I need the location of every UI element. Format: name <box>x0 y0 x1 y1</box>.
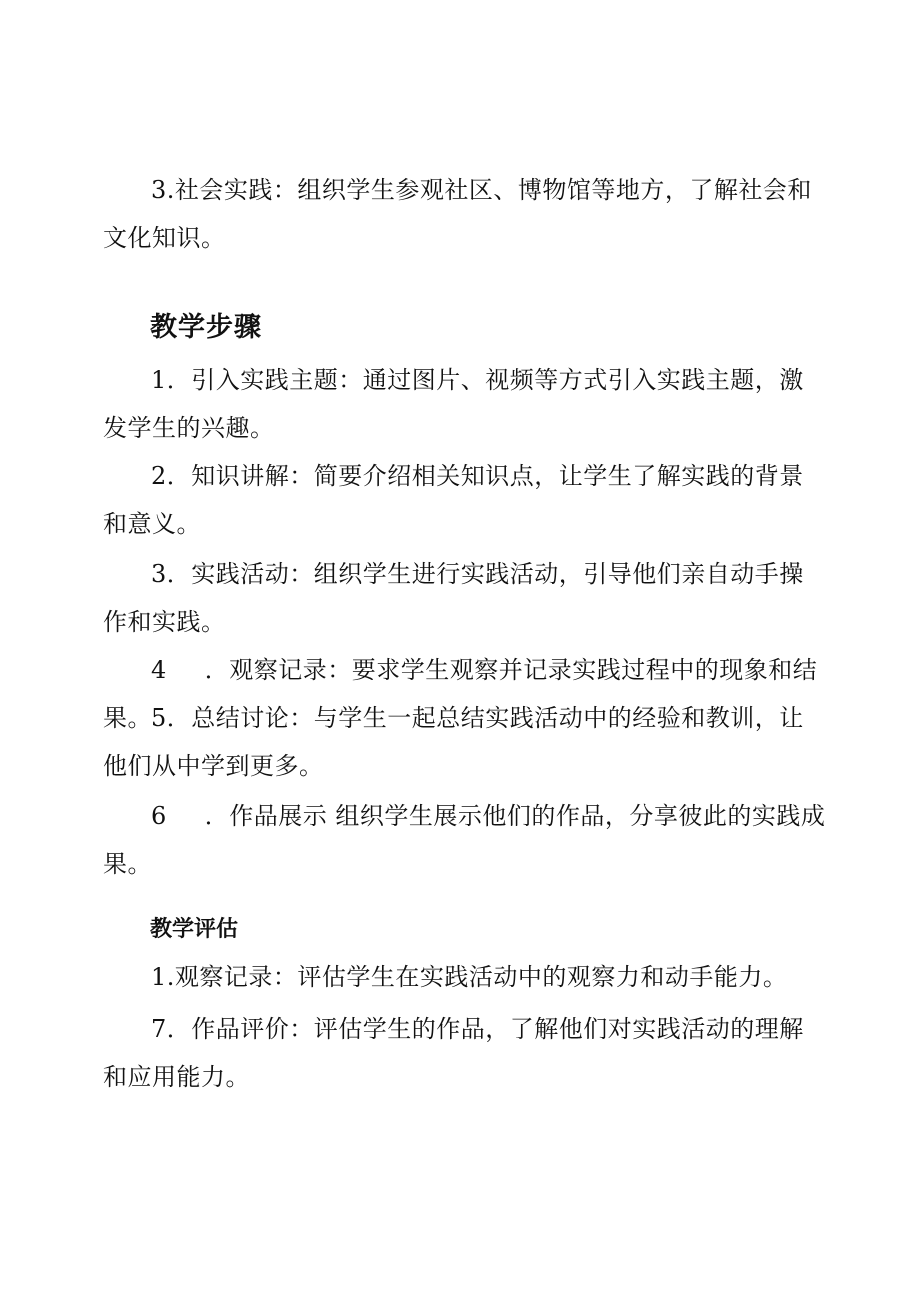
step-item-5 <box>103 694 823 790</box>
paragraph-text: 社会实践：组织学生参观社区、博物馆等地方，了解社会和文化知识。 <box>103 176 812 252</box>
teaching-evaluation-heading: 教学评估 <box>150 916 239 942</box>
step-item-1 <box>103 356 823 452</box>
evaluation-item-1 <box>103 953 823 1001</box>
list-number: 7 <box>151 1015 167 1043</box>
list-number: 2 <box>151 462 167 490</box>
social-practice-paragraph <box>103 166 823 262</box>
teaching-steps-heading: 教学步骤 <box>150 312 262 343</box>
paragraph-text: ．作品评价：评估学生的作品，了解他们对实践活动的理解和应用能力。 <box>103 1015 804 1091</box>
list-number: 4 <box>151 656 167 684</box>
paragraph-text: ．总结讨论：与学生一起总结实践活动中的经验和教训，让他们从中学到更多。 <box>103 704 804 780</box>
paragraph-text: ．知识讲解：简要介绍相关知识点，让学生了解实践的背景和意义。 <box>103 462 804 538</box>
list-number: 1. <box>151 963 175 991</box>
list-number: 6 <box>151 802 167 830</box>
paragraph-text: ．作品展示 组织学生展示他们的作品，分享彼此的实践成果。 <box>103 802 826 878</box>
evaluation-item-2 <box>103 1005 823 1101</box>
list-number: 3. <box>151 176 175 204</box>
step-item-2 <box>103 452 823 548</box>
list-number: 5 <box>151 704 167 732</box>
paragraph-text: 观察记录：评估学生在实践活动中的观察力和动手能力。 <box>174 963 788 991</box>
step-item-3 <box>103 550 823 646</box>
paragraph-text: ．观察记录：要求学生观察并记录实践过程中的现象和结果。 <box>103 656 818 732</box>
paragraph-text: ．引入实践主题：通过图片、视频等方式引入实践主题，激发学生的兴趣。 <box>103 366 804 442</box>
paragraph-text: ．实践活动：组织学生进行实践活动，引导他们亲自动手操作和实践。 <box>103 560 804 636</box>
list-number: 1 <box>151 366 167 394</box>
list-number: 3 <box>151 560 167 588</box>
step-item-6 <box>103 792 843 888</box>
